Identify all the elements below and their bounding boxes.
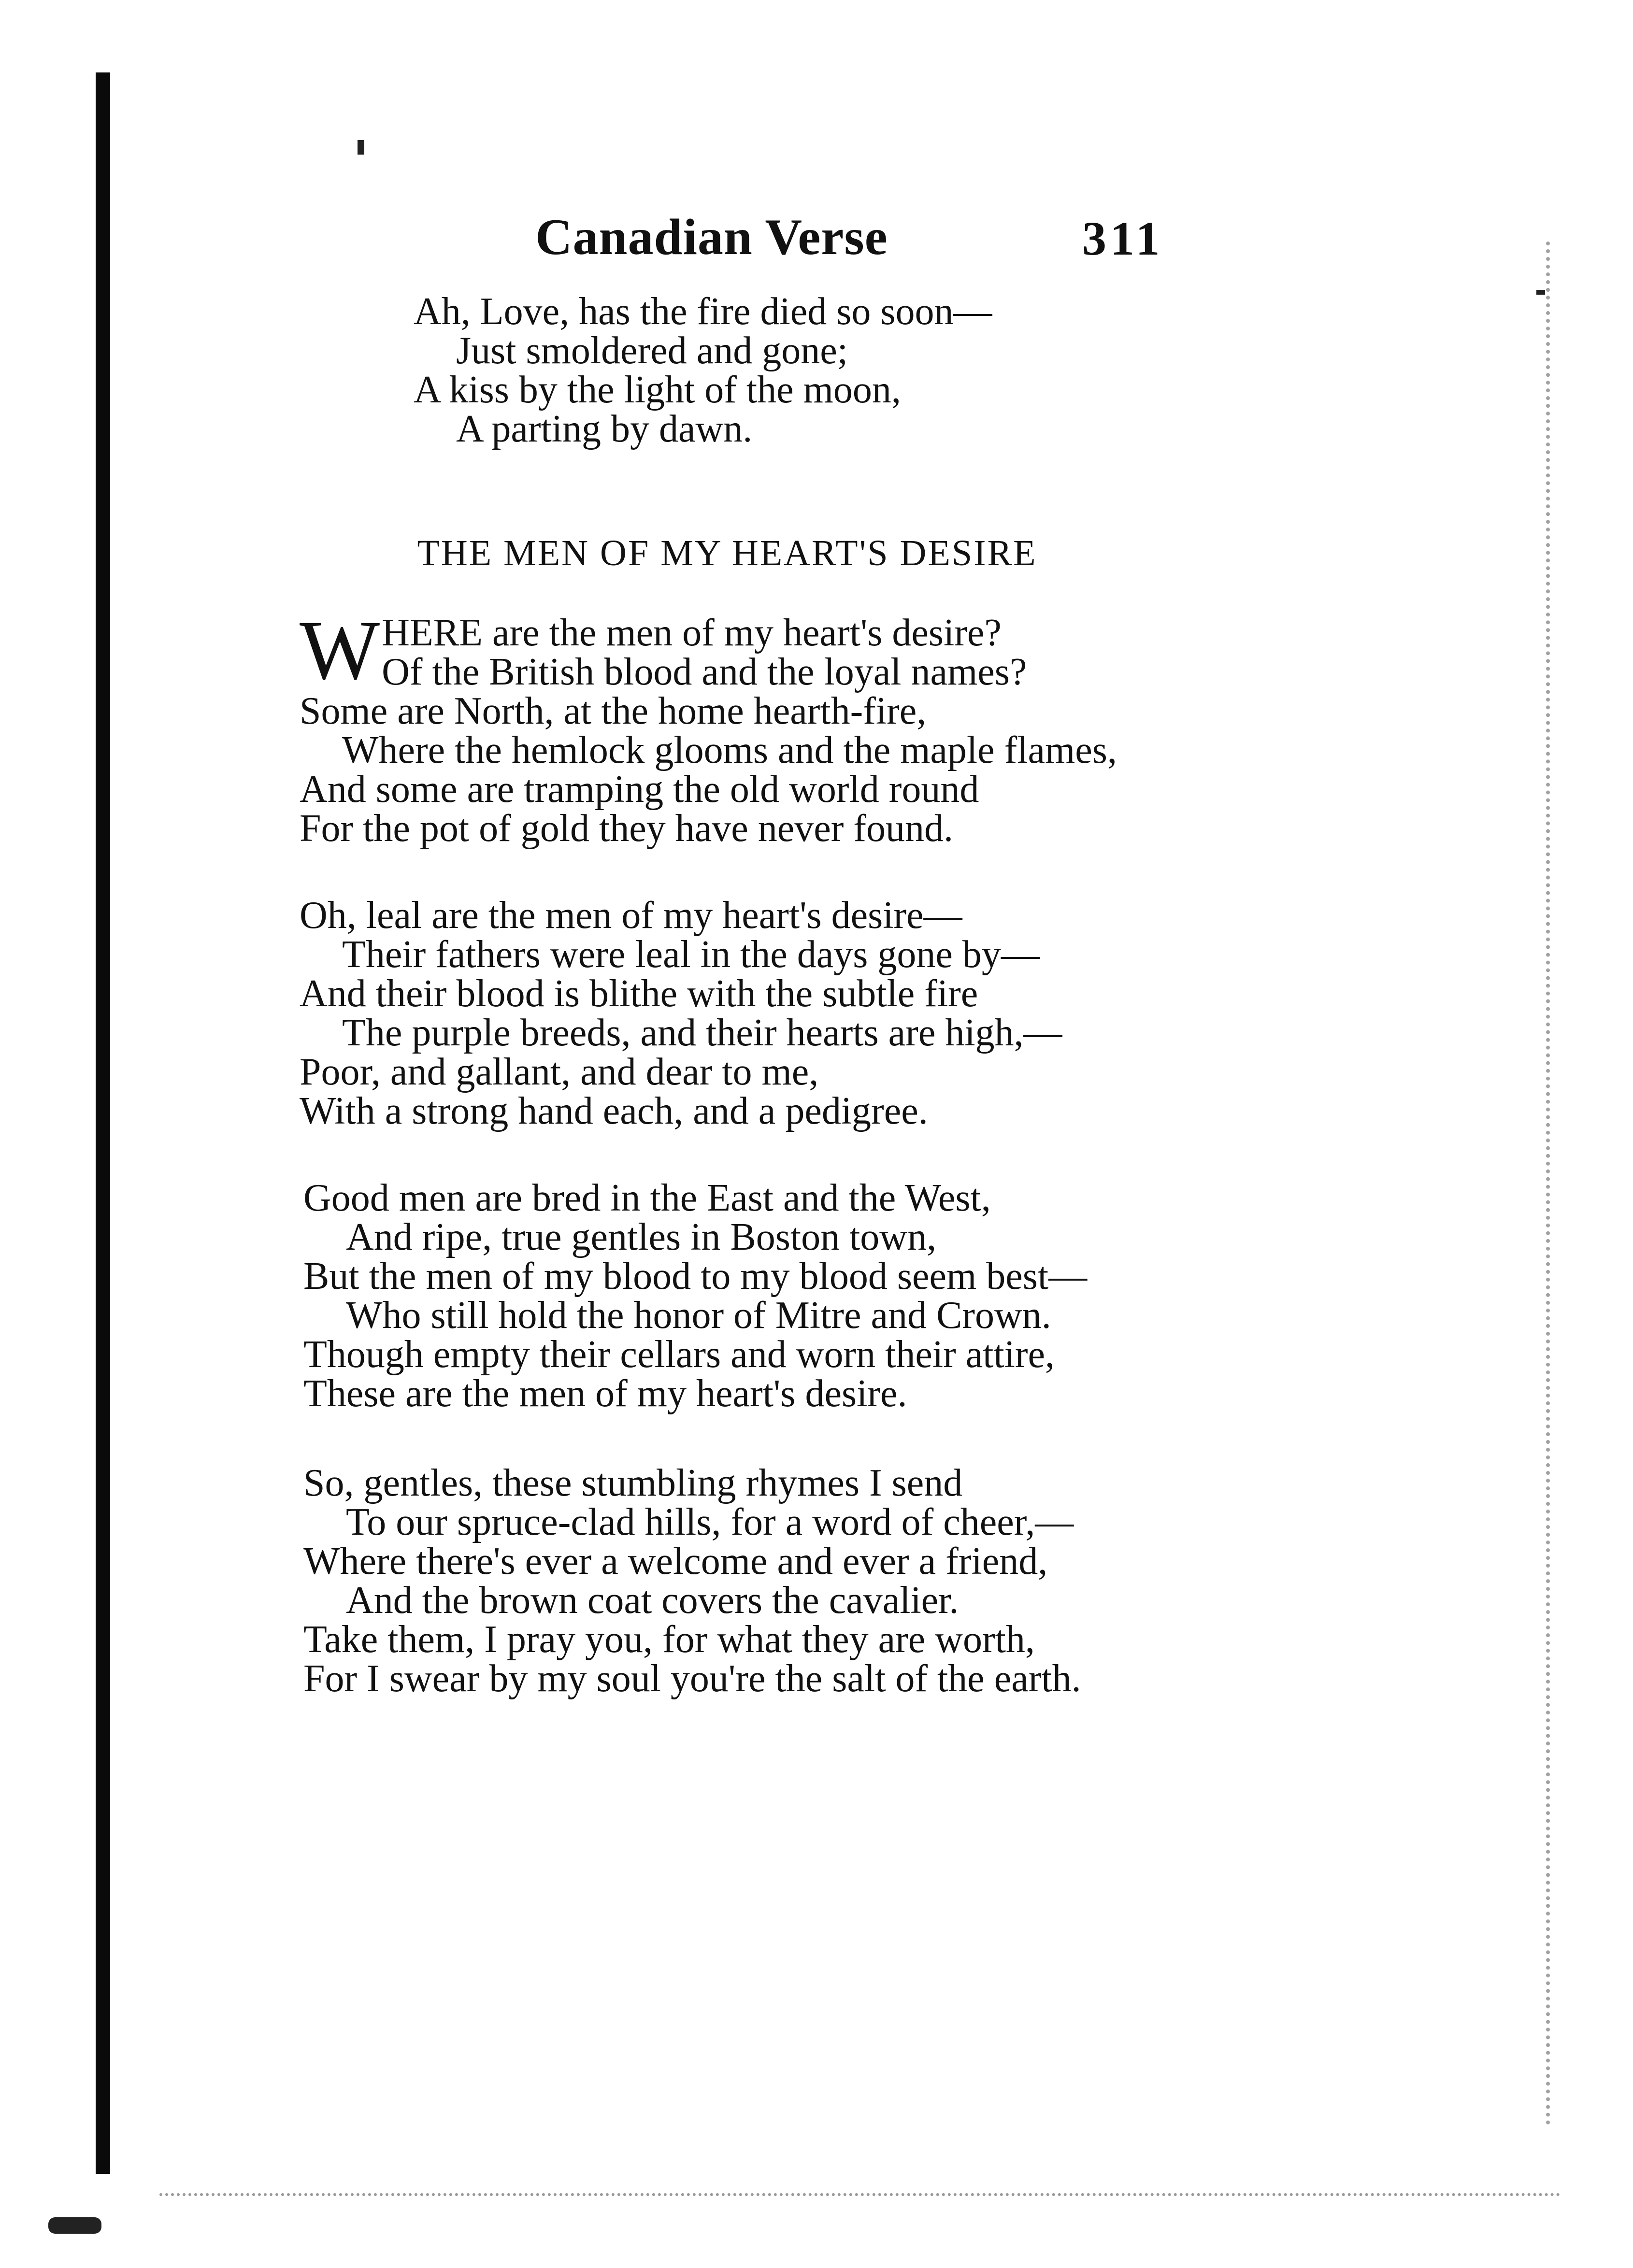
scan-noise-bottom xyxy=(159,2193,1561,2215)
scan-speck xyxy=(358,140,364,155)
verse-line: Where the hemlock glooms and the maple flames, xyxy=(342,729,1117,771)
verse-line: For I swear by my soul you're the salt of the earth. xyxy=(303,1657,1081,1700)
verse-line: A parting by dawn. xyxy=(456,408,753,450)
verse-line: And their blood is blithe with the subtle fire xyxy=(300,972,978,1015)
scan-speck xyxy=(1536,290,1545,295)
verse-line: Their fathers were leal in the days gone by— xyxy=(342,933,1040,976)
poem-stanza-3 xyxy=(303,1179,1087,1413)
running-title: Canadian Verse xyxy=(535,209,888,265)
first-line-text: HERE are the men of my heart's desire? xyxy=(382,612,1002,654)
verse-line: A kiss by the light of the moon, xyxy=(414,369,901,411)
verse-line: Of the British blood and the loyal names? xyxy=(382,651,1027,693)
verse-line: But the men of my blood to my blood seem best— xyxy=(303,1255,1088,1298)
verse-line: And ripe, true gentles in Boston town, xyxy=(346,1216,937,1258)
verse-line: Though empty their cellars and worn their attire, xyxy=(303,1333,1055,1376)
poem-stanza-2 xyxy=(300,896,1062,1131)
verse-line xyxy=(300,613,1117,653)
verse-line: Just smoldered and gone; xyxy=(456,329,848,372)
verse-line: Take them, I pray you, for what they are worth, xyxy=(303,1618,1035,1661)
verse-line: And some are tramping the old world round xyxy=(300,768,979,811)
verse-line: With a strong hand each, and a pedigree. xyxy=(300,1090,928,1132)
book-spine-shadow xyxy=(96,72,110,2174)
scan-noise-right xyxy=(1546,242,1561,2125)
page-number: 311 xyxy=(1082,212,1164,265)
intro-stanza xyxy=(414,292,992,449)
verse-line: The purple breeds, and their hearts are high,— xyxy=(342,1012,1062,1054)
verse-line: For the pot of gold they have never found. xyxy=(300,807,954,850)
verse-line: To our spruce-clad hills, for a word of cheer,— xyxy=(346,1501,1074,1543)
verse-line: Poor, and gallant, and dear to me, xyxy=(300,1051,819,1093)
scan-speck xyxy=(48,2217,101,2234)
verse-line: Where there's ever a welcome and ever a friend, xyxy=(303,1540,1048,1583)
verse-line: Who still hold the honor of Mitre and Crown. xyxy=(346,1294,1051,1337)
page-header xyxy=(0,193,1633,266)
verse-line: Ah, Love, has the fire died so soon— xyxy=(414,290,992,333)
verse-line: Oh, leal are the men of my heart's desire— xyxy=(300,894,962,937)
poem-title: THE MEN OF MY HEART'S DESIRE xyxy=(417,533,1037,573)
drop-cap: W xyxy=(300,603,380,698)
verse-line: These are the men of my heart's desire. xyxy=(303,1372,907,1415)
verse-line: Some are North, at the home hearth-fire, xyxy=(300,690,927,732)
verse-line: So, gentles, these stumbling rhymes I send xyxy=(303,1462,963,1504)
poem-stanza-4 xyxy=(303,1464,1081,1698)
verse-line: Good men are bred in the East and the West, xyxy=(303,1177,991,1219)
verse-line: And the brown coat covers the cavalier. xyxy=(346,1579,959,1622)
poem-stanza-1 xyxy=(300,603,1117,850)
